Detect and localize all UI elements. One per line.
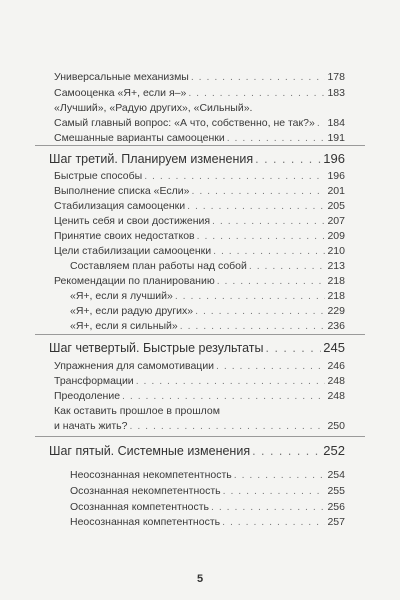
toc-entry-title: и начать жить? <box>54 420 128 432</box>
toc-entry-page: 248 <box>327 375 345 387</box>
section-divider <box>35 334 365 335</box>
toc-leader <box>252 444 321 458</box>
toc-entry-page: 229 <box>327 305 345 317</box>
toc-entry-title: Составляем план работы над собой <box>70 260 247 272</box>
toc-leader <box>223 485 326 497</box>
section-divider <box>35 145 365 146</box>
toc-leader <box>227 132 326 144</box>
section-divider <box>35 436 365 437</box>
toc-entry-title: Стабилизация самооценки <box>54 200 186 212</box>
toc-entry-title: Неосознанная некомпетентность <box>70 469 232 481</box>
toc-entry-title: Универсальные механизмы <box>54 71 189 83</box>
chapter-page: 196 <box>323 151 345 166</box>
toc-leader <box>216 360 325 372</box>
toc-entry <box>54 375 345 387</box>
toc-subentry <box>70 320 345 332</box>
toc-leader <box>191 185 325 197</box>
toc-leader <box>213 245 325 257</box>
toc-leader <box>180 320 326 332</box>
toc-entry-title: Самооценка «Я+, если я–» <box>54 87 187 99</box>
toc-leader <box>195 305 325 317</box>
chapter-heading <box>49 443 345 458</box>
toc-entry <box>54 215 345 227</box>
toc-subentry <box>70 469 345 481</box>
chapter-title: Шаг пятый. Системные изменения <box>49 444 251 458</box>
chapter-title: Шаг третий. Планируем изменения <box>49 152 254 166</box>
toc-entry-title: Неосознанная компетентность <box>70 516 221 528</box>
toc-entry-page: 201 <box>327 185 345 197</box>
toc-entry-title: Упражнения для самомотивации <box>54 360 215 372</box>
chapter-page: 252 <box>323 443 345 458</box>
toc-entry-title: Самый главный вопрос: «А что, собственно, не так?» <box>54 117 315 129</box>
toc-leader <box>266 341 322 355</box>
toc-entry-title: «Я+, если я сильный» <box>70 320 178 332</box>
toc-subentry <box>70 485 345 497</box>
toc-leader <box>222 516 325 528</box>
toc-entry-title: Смешанные варианты самооценки <box>54 132 225 144</box>
toc-entry-title: Цели стабилизации самооценки <box>54 245 212 257</box>
toc-leader <box>217 275 326 287</box>
toc-entry-page: 254 <box>327 469 345 481</box>
toc-entry-title: «Я+, если радую других» <box>70 305 194 317</box>
toc-entry-page: 184 <box>327 117 345 129</box>
toc-entry-title: Принятие своих недостатков <box>54 230 195 242</box>
toc-entry-page: 236 <box>327 320 345 332</box>
toc-entry-title: Осознанная некомпетентность <box>70 485 221 497</box>
page-number: 5 <box>196 573 204 585</box>
toc-entry-page: 205 <box>327 200 345 212</box>
toc-entry-page: 191 <box>327 132 345 144</box>
toc-entry <box>54 117 345 129</box>
toc-entry-page: 207 <box>327 215 345 227</box>
toc-entry <box>54 390 345 402</box>
toc-entry-title: «Лучший», «Радую других», «Сильный». <box>54 102 253 114</box>
toc-entry-page: 196 <box>327 170 345 182</box>
toc-entry <box>54 170 345 182</box>
chapter-heading <box>49 151 345 166</box>
toc-entry <box>54 420 345 432</box>
toc-entry-title: Осознанная компетентность <box>70 501 210 513</box>
toc-leader <box>317 117 326 129</box>
toc-entry-page: 248 <box>327 390 345 402</box>
chapter-page: 245 <box>323 340 345 355</box>
toc-leader <box>188 87 325 99</box>
toc-leader <box>191 71 326 83</box>
toc-leader <box>249 260 326 272</box>
toc-leader <box>255 152 321 166</box>
toc-entry <box>54 71 345 83</box>
toc-entry-title: Рекомендации по планированию <box>54 275 215 287</box>
toc-subentry <box>70 305 345 317</box>
toc-subentry <box>70 516 345 528</box>
toc-entry-title: Как оставить прошлое в прошлом <box>54 405 220 417</box>
toc-entry-page: 209 <box>327 230 345 242</box>
toc-leader <box>129 420 325 432</box>
toc-entry <box>54 245 345 257</box>
toc-entry-title: Быстрые способы <box>54 170 143 182</box>
toc-entry <box>54 360 345 372</box>
toc-entry-page: 255 <box>327 485 345 497</box>
toc-subentry <box>70 501 345 513</box>
toc-leader <box>212 215 325 227</box>
toc-entry <box>54 132 345 144</box>
toc-entry <box>54 230 345 242</box>
chapter-heading <box>49 340 345 355</box>
toc-leader <box>234 469 326 481</box>
toc-entry-page: 256 <box>327 501 345 513</box>
toc-entry <box>54 87 345 99</box>
toc-leader <box>136 375 326 387</box>
toc-leader <box>144 170 325 182</box>
toc-entry <box>54 200 345 212</box>
toc-entry-page: 257 <box>327 516 345 528</box>
chapter-title: Шаг четвертый. Быстрые результаты <box>49 341 264 355</box>
toc-entry-page: 250 <box>327 420 345 432</box>
toc-entry-page: 246 <box>327 360 345 372</box>
toc-entry-title: Трансформации <box>54 375 134 387</box>
toc-entry-title: Преодоление <box>54 390 121 402</box>
toc-entry-page: 178 <box>327 71 345 83</box>
toc-entry <box>54 275 345 287</box>
toc-entry-page: 218 <box>327 290 345 302</box>
toc-leader <box>122 390 325 402</box>
toc-entry-title: «Я+, если я лучший» <box>70 290 173 302</box>
toc-entry-page: 213 <box>327 260 345 272</box>
toc-entry-title: Ценить себя и свои достижения <box>54 215 211 227</box>
toc-entry-title: Выполнение списка «Если» <box>54 185 190 197</box>
toc-entry <box>54 185 345 197</box>
toc-leader <box>211 501 325 513</box>
toc-entry-page: 210 <box>327 245 345 257</box>
toc-subentry <box>70 290 345 302</box>
toc-leader <box>175 290 326 302</box>
toc-subentry <box>70 260 345 272</box>
toc-leader <box>197 230 326 242</box>
toc-entry-page: 218 <box>327 275 345 287</box>
toc-entry-page: 183 <box>327 87 345 99</box>
toc-leader <box>187 200 325 212</box>
